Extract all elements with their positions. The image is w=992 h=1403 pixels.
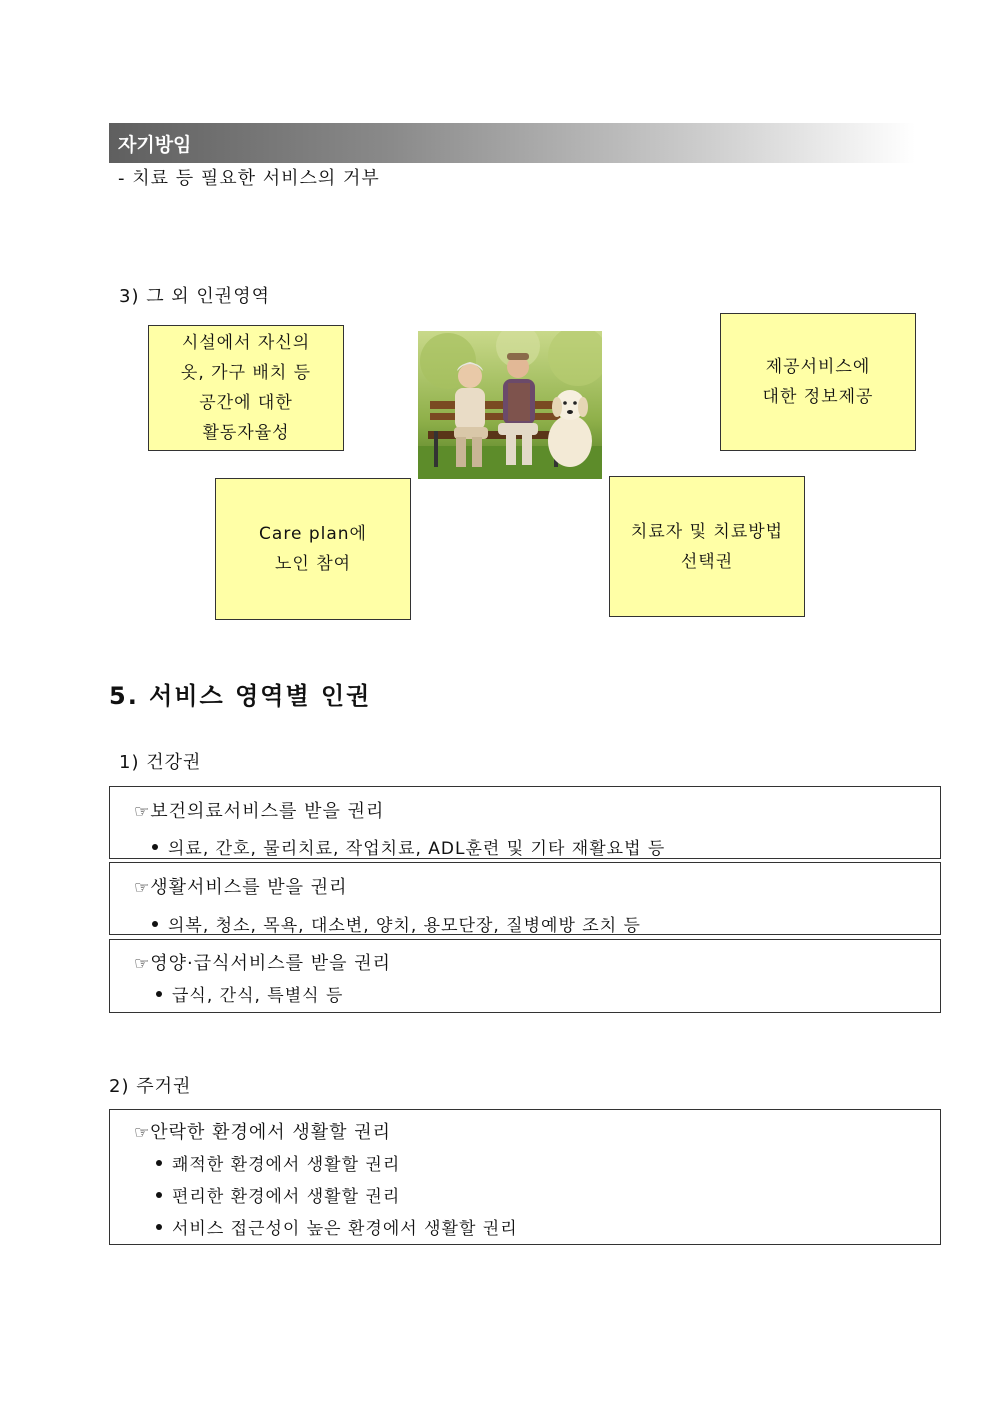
neglect-description: - 치료 등 필요한 서비스의 거부 <box>118 168 380 189</box>
section-5-title: 5. 서비스 영역별 인권 <box>109 682 372 710</box>
bullet-icon <box>156 991 162 997</box>
section-header-title: 자기방임 <box>118 134 192 156</box>
note-space-autonomy: 시설에서 자신의 옷, 가구 배치 등 공간에 대한 활동자율성 <box>148 325 344 451</box>
health-rights-box <box>109 786 941 859</box>
note-care-plan: Care plan에 노인 참여 <box>215 478 411 620</box>
bullet-icon <box>156 1224 162 1230</box>
box-heading: ☞보건의료서비스를 받을 권리 <box>134 801 385 822</box>
subsection-title: 3) 그 외 인권영역 <box>119 286 270 307</box>
list-item: 쾌적한 환경에서 생활할 권리 <box>156 1150 400 1175</box>
list-item: 의복, 청소, 목욕, 대소변, 양치, 용모단장, 질병예방 조치 등 <box>152 911 641 936</box>
health-rights-box <box>109 939 941 1013</box>
pointing-hand-icon: ☞ <box>134 878 151 898</box>
health-rights-title: 1) 건강권 <box>119 752 202 773</box>
pointing-hand-icon: ☞ <box>134 802 151 822</box>
bullet-icon <box>156 1160 162 1166</box>
box-heading: ☞안락한 환경에서 생활할 권리 <box>134 1122 392 1143</box>
list-item: 편리한 환경에서 생활할 권리 <box>156 1182 400 1207</box>
box-heading: ☞생활서비스를 받을 권리 <box>134 877 348 898</box>
list-item: 의료, 간호, 물리치료, 작업치료, ADL훈련 및 기타 재활요법 등 <box>152 834 665 859</box>
pointing-hand-icon: ☞ <box>134 1123 151 1143</box>
elderly-couple-photo <box>418 331 602 479</box>
bullet-icon <box>152 921 158 927</box>
box-heading: ☞영양·급식서비스를 받을 권리 <box>134 953 392 974</box>
housing-rights-box <box>109 1109 941 1245</box>
note-treatment-choice: 치료자 및 치료방법 선택권 <box>609 476 805 617</box>
bullet-icon <box>156 1192 162 1198</box>
bullet-icon <box>152 844 158 850</box>
list-item: 서비스 접근성이 높은 환경에서 생활할 권리 <box>156 1214 518 1239</box>
list-item: 급식, 간식, 특별식 등 <box>156 981 343 1006</box>
section-header-bar <box>109 123 915 163</box>
housing-rights-title: 2) 주거권 <box>109 1076 192 1097</box>
note-service-information: 제공서비스에 대한 정보제공 <box>720 313 916 451</box>
health-rights-box <box>109 862 941 935</box>
pointing-hand-icon: ☞ <box>134 954 151 974</box>
